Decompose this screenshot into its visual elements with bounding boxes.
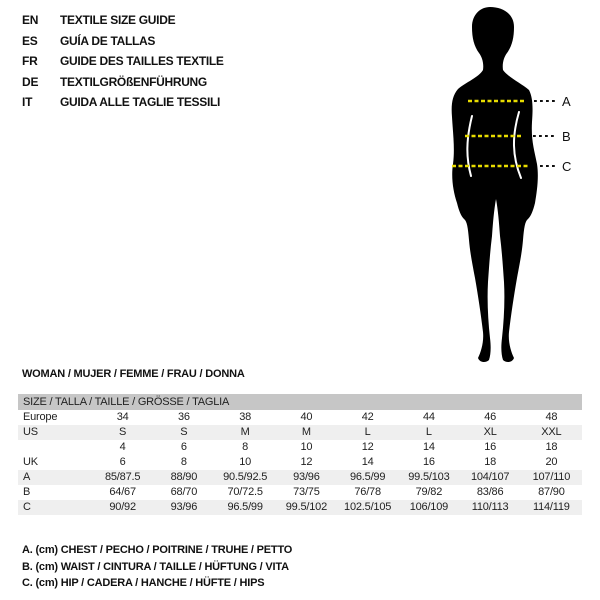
size-cell: 99.5/102 bbox=[285, 501, 327, 513]
language-title-list bbox=[22, 10, 224, 113]
size-cell: 88/90 bbox=[170, 471, 198, 483]
row-label: A bbox=[23, 471, 31, 483]
size-cell: 106/109 bbox=[409, 501, 449, 513]
size-cell: 87/90 bbox=[538, 486, 565, 498]
size-cell: 10 bbox=[239, 456, 252, 468]
size-cell: 85/87.5 bbox=[104, 471, 141, 483]
language-row bbox=[22, 72, 224, 93]
language-title: GUIDA ALLE TAGLIE TESSILI bbox=[60, 95, 221, 110]
size-cell: 79/82 bbox=[415, 486, 443, 498]
size-table-row-europe bbox=[18, 410, 582, 425]
marker-b-label: B bbox=[562, 129, 571, 144]
size-cell: 96.5/99 bbox=[227, 501, 263, 513]
legend-waist: B. (cm) WAIST / CINTURA / TAILLE / HÜFTUNG / VITA bbox=[22, 560, 289, 573]
language-code: IT bbox=[22, 95, 33, 110]
row-label: B bbox=[23, 486, 31, 498]
size-cell: 6 bbox=[180, 441, 187, 453]
language-title: TEXTILGRÖßENFÜHRUNG bbox=[60, 74, 207, 89]
size-cell: 70/72.5 bbox=[227, 486, 263, 498]
marker-c-label: C bbox=[562, 159, 572, 174]
size-table-row-uk bbox=[18, 455, 582, 470]
size-cell: 102.5/105 bbox=[344, 501, 392, 513]
language-code: FR bbox=[22, 54, 38, 69]
language-code: EN bbox=[22, 13, 39, 28]
row-label: US bbox=[23, 426, 38, 438]
language-row bbox=[22, 92, 224, 113]
size-cell: S bbox=[180, 426, 188, 438]
measurement-legend bbox=[22, 542, 292, 592]
size-cell: XL bbox=[483, 426, 497, 438]
woman-silhouette bbox=[452, 7, 538, 362]
size-cell: 104/107 bbox=[470, 471, 510, 483]
size-cell: 107/110 bbox=[532, 471, 571, 483]
size-cell: 76/78 bbox=[354, 486, 381, 498]
language-code: ES bbox=[22, 33, 38, 48]
legend-hip: C. (cm) HIP / CADERA / HANCHE / HÜFTE / HIPS bbox=[22, 577, 265, 589]
language-title: GUÍA DE TALLAS bbox=[60, 33, 156, 48]
size-cell: 16 bbox=[422, 456, 435, 468]
size-cell: 83/86 bbox=[476, 486, 504, 498]
size-cell: 42 bbox=[361, 411, 374, 423]
language-title: GUIDE DES TAILLES TEXTILE bbox=[60, 54, 224, 69]
size-table-row-us-numeric bbox=[18, 440, 582, 455]
size-cell: 36 bbox=[177, 411, 190, 423]
row-label: C bbox=[23, 501, 31, 513]
section-title: WOMAN / MUJER / FEMME / FRAU / DONNA bbox=[22, 368, 245, 380]
size-cell: L bbox=[364, 426, 371, 438]
size-cell: 96.5/99 bbox=[349, 471, 386, 483]
size-cell: 16 bbox=[484, 441, 497, 453]
size-cell: 8 bbox=[242, 441, 249, 453]
legend-chest: A. (cm) CHEST / PECHO / POITRINE / TRUHE / PETTO bbox=[22, 544, 293, 556]
size-cell: 114/119 bbox=[533, 501, 570, 513]
size-cell: 110/113 bbox=[471, 501, 509, 513]
woman-silhouette-figure bbox=[435, 0, 600, 370]
size-cell: 90/92 bbox=[109, 501, 136, 513]
size-cell: 18 bbox=[484, 456, 497, 468]
language-row bbox=[22, 51, 224, 72]
size-cell: 44 bbox=[422, 411, 435, 423]
size-cell: 64/67 bbox=[109, 486, 136, 498]
size-cell: 6 bbox=[119, 456, 126, 468]
size-cell: 90.5/92.5 bbox=[223, 471, 268, 483]
size-cell: M bbox=[301, 426, 311, 438]
size-cell: 48 bbox=[545, 411, 558, 423]
size-cell: 99.5/103 bbox=[408, 471, 450, 483]
size-cell: 34 bbox=[116, 411, 129, 423]
size-cell: 93/96 bbox=[293, 471, 320, 483]
size-table-row-us bbox=[18, 425, 582, 440]
size-cell: 38 bbox=[239, 411, 252, 423]
language-row bbox=[22, 31, 224, 52]
row-label: UK bbox=[23, 456, 38, 468]
language-title: TEXTILE SIZE GUIDE bbox=[60, 13, 176, 28]
size-cell: L bbox=[425, 426, 432, 438]
size-table bbox=[18, 394, 582, 515]
size-cell: 8 bbox=[180, 456, 187, 468]
row-label: Europe bbox=[23, 411, 58, 423]
size-cell: M bbox=[240, 426, 250, 438]
size-cell: 73/75 bbox=[293, 486, 320, 498]
size-cell: 46 bbox=[484, 411, 497, 423]
row-label bbox=[18, 440, 92, 455]
size-table-row-chest bbox=[18, 470, 582, 485]
size-cell: 40 bbox=[300, 411, 313, 423]
size-cell: 93/96 bbox=[170, 501, 198, 513]
size-cell: 18 bbox=[545, 441, 558, 453]
size-cell: 12 bbox=[361, 441, 374, 453]
size-cell: 14 bbox=[422, 441, 435, 453]
size-cell: 20 bbox=[545, 456, 558, 468]
size-cell: 4 bbox=[119, 441, 126, 453]
size-table-header: SIZE / TALLA / TAILLE / GRÖSSE / TAGLIA bbox=[18, 394, 582, 410]
size-cell: XXL bbox=[541, 426, 562, 438]
language-code: DE bbox=[22, 74, 39, 89]
language-row bbox=[22, 10, 224, 31]
size-cell: 14 bbox=[361, 456, 374, 468]
size-cell: 68/70 bbox=[170, 486, 198, 498]
size-cell: 10 bbox=[300, 441, 313, 453]
size-cell: S bbox=[119, 426, 127, 438]
size-table-row-waist bbox=[18, 485, 582, 500]
size-table-row-hip bbox=[18, 500, 582, 515]
size-cell: 12 bbox=[300, 456, 313, 468]
marker-a-label: A bbox=[562, 94, 571, 109]
